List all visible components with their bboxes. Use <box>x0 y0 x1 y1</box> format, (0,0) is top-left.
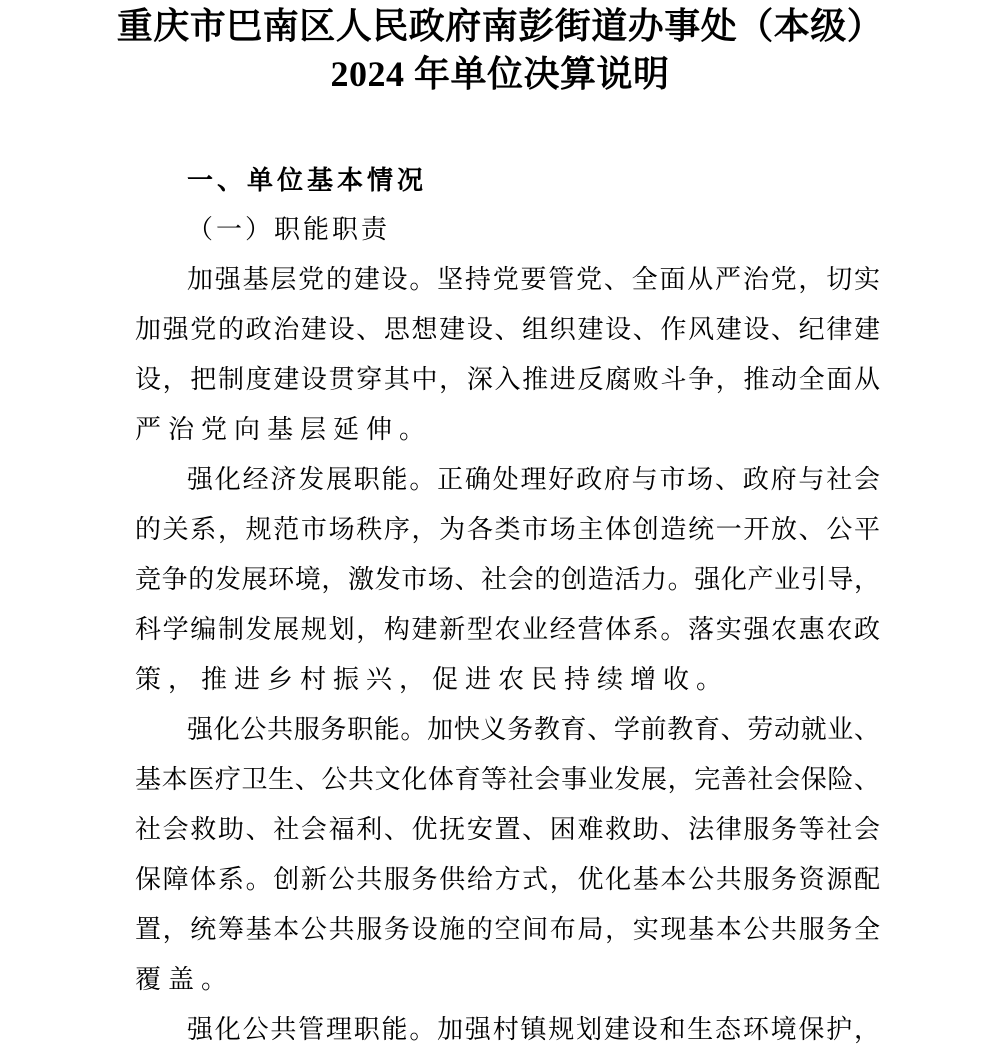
document-title-line-2: 2024 年单位决算说明 <box>330 54 670 94</box>
text-line: 设，把制度建设贯穿其中，深入推进反腐败斗争，推动全面从 <box>135 365 880 394</box>
text-line: 科学编制发展规划，构建新型农业经营体系。落实强农惠农政 <box>135 615 880 644</box>
text-line: 覆盖。 <box>135 965 235 994</box>
text-line: 强化公共管理职能。加强村镇规划建设和生态环境保护， <box>187 1015 880 1044</box>
document-title-line-1: 重庆市巴南区人民政府南彭街道办事处（本级） <box>116 6 884 46</box>
text-line: 的关系，规范市场秩序，为各类市场主体创造统一开放、公平 <box>135 515 880 544</box>
document-body <box>135 155 880 1053</box>
document-title <box>0 0 1000 98</box>
text-line: 保障体系。创新公共服务供给方式，优化基本公共服务资源配 <box>135 865 880 894</box>
text-line: 加强党的政治建设、思想建设、组织建设、作风建设、纪律建 <box>135 315 880 344</box>
text-line: 竞争的发展环境，激发市场、社会的创造活力。强化产业引导， <box>135 565 880 594</box>
text-line: 严治党向基层延伸。 <box>135 415 433 444</box>
text-line: 强化经济发展职能。正确处理好政府与市场、政府与社会 <box>187 465 880 494</box>
subsection-heading: （一）职能职责 <box>187 215 391 244</box>
text-line: 强化公共服务职能。加快义务教育、学前教育、劳动就业、 <box>187 715 880 744</box>
text-line: 加强基层党的建设。坚持党要管党、全面从严治党，切实 <box>187 265 880 294</box>
text-line: 基本医疗卫生、公共文化体育等社会事业发展，完善社会保险、 <box>135 765 880 794</box>
text-line: 社会救助、社会福利、优抚安置、困难救助、法律服务等社会 <box>135 815 880 844</box>
section-heading: 一、单位基本情况 <box>187 165 428 195</box>
text-line: 置，统筹基本公共服务设施的空间布局，实现基本公共服务全 <box>135 915 880 944</box>
text-line: 策，推进乡村振兴，促进农民持续增收。 <box>135 665 730 694</box>
